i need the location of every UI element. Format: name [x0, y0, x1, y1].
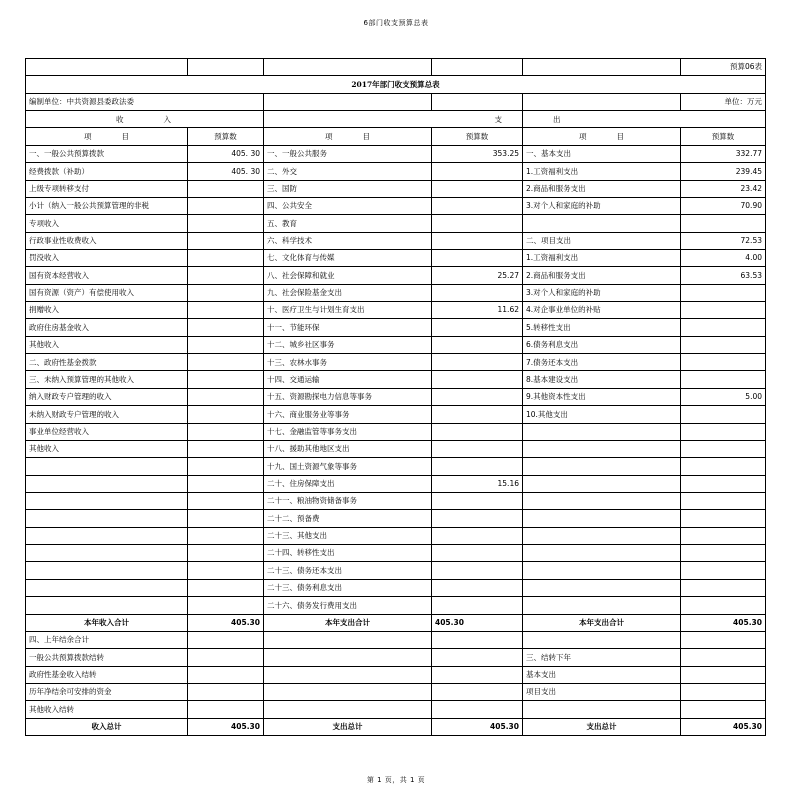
income-item: 国有资本经营收入	[26, 267, 188, 284]
income-budget	[188, 475, 264, 492]
expense-economic-budget: 5.00	[681, 388, 766, 405]
unit-label: 编制单位：中共资源县委政法委	[26, 93, 264, 110]
income-item: 纳入财政专户管理的收入	[26, 388, 188, 405]
table-row	[26, 527, 766, 544]
column-header-row	[26, 128, 766, 145]
income-budget	[188, 371, 264, 388]
expense-function-item: 一、一般公共服务	[264, 145, 432, 162]
expense-function-item: 十三、农林水事务	[264, 354, 432, 371]
expense-economic-item	[523, 475, 681, 492]
expense-economic-budget: 4.00	[681, 249, 766, 266]
carry-row	[26, 701, 766, 718]
income-budget	[188, 249, 264, 266]
expense-economic-budget	[681, 527, 766, 544]
expense-function-budget	[432, 423, 523, 440]
expense-function-budget	[432, 562, 523, 579]
expense-economic-item	[523, 423, 681, 440]
table-row	[26, 145, 766, 162]
expense-function-budget	[432, 336, 523, 353]
expense-economic-budget	[681, 284, 766, 301]
grand-income-label: 收入总计	[26, 718, 188, 735]
table-row	[26, 180, 766, 197]
expense-economic-item	[523, 458, 681, 475]
expense-economic-budget	[681, 406, 766, 423]
carry-next-year-label: 三、结转下年	[523, 649, 681, 666]
expense-economic-budget: 70.90	[681, 197, 766, 214]
expense-economic-item: 1.工资福利支出	[523, 163, 681, 180]
expense-total-value: 405.30	[432, 614, 523, 631]
table-row	[26, 336, 766, 353]
col-header-item: 项 目	[264, 128, 432, 145]
title-row	[26, 76, 766, 93]
expense-economic-budget	[681, 492, 766, 509]
income-item: 罚没收入	[26, 249, 188, 266]
expense-function-item: 十八、援助其他地区支出	[264, 440, 432, 457]
income-item: 二、政府性基金拨款	[26, 354, 188, 371]
expense-function-budget	[432, 319, 523, 336]
grand-expense-label-2: 支出总计	[523, 718, 681, 735]
income-budget	[188, 180, 264, 197]
income-item: 行政事业性收费收入	[26, 232, 188, 249]
table-row	[26, 319, 766, 336]
expense-function-budget	[432, 232, 523, 249]
income-item	[26, 562, 188, 579]
expense-function-item: 十、医疗卫生与计划生育支出	[264, 302, 432, 319]
expense-economic-item: 9.其他资本性支出	[523, 388, 681, 405]
income-item	[26, 527, 188, 544]
table-row	[26, 371, 766, 388]
expense-economic-budget	[681, 336, 766, 353]
col-header-budget: 预算数	[188, 128, 264, 145]
income-item	[26, 510, 188, 527]
income-item	[26, 475, 188, 492]
expense-function-item: 九、社会保险基金支出	[264, 284, 432, 301]
income-item: 小计（纳入一般公共预算管理的非税	[26, 197, 188, 214]
expense-economic-item: 3.对个人和家庭的补助	[523, 197, 681, 214]
income-budget	[188, 597, 264, 614]
income-item: 经费拨款（补助）	[26, 163, 188, 180]
income-item	[26, 579, 188, 596]
general-balance-label: 一般公共预算拨款结转	[26, 649, 188, 666]
expense-function-item: 二十三、其他支出	[264, 527, 432, 544]
income-budget	[188, 527, 264, 544]
income-budget	[188, 319, 264, 336]
expense-economic-item	[523, 492, 681, 509]
income-budget	[188, 545, 264, 562]
expense-function-item: 二、外交	[264, 163, 432, 180]
income-item: 专项收入	[26, 215, 188, 232]
expense-function-budget	[432, 406, 523, 423]
table-row	[26, 302, 766, 319]
table-row	[26, 579, 766, 596]
income-item: 三、未纳入预算管理的其他收入	[26, 371, 188, 388]
expense-function-item: 十一、节能环保	[264, 319, 432, 336]
table-row	[26, 562, 766, 579]
income-budget: 405. 30	[188, 145, 264, 162]
expense-economic-budget	[681, 475, 766, 492]
table-row	[26, 545, 766, 562]
income-total-value: 405.30	[188, 614, 264, 631]
carry-row	[26, 631, 766, 648]
income-budget	[188, 510, 264, 527]
expense-function-item: 四、公共安全	[264, 197, 432, 214]
table-row	[26, 354, 766, 371]
expense-function-item: 八、社会保障和就业	[264, 267, 432, 284]
col-header-budget: 预算数	[681, 128, 766, 145]
expense-economic-budget: 72.53	[681, 232, 766, 249]
carry-row	[26, 666, 766, 683]
expense-function-budget	[432, 197, 523, 214]
expense-function-budget	[432, 284, 523, 301]
income-item: 一、一般公共预算拨款	[26, 145, 188, 162]
table-row	[26, 215, 766, 232]
table-row	[26, 284, 766, 301]
carry-row	[26, 649, 766, 666]
table-row	[26, 458, 766, 475]
table-row	[26, 163, 766, 180]
expense-function-item: 七、文化体育与传媒	[264, 249, 432, 266]
expense-economic-budget	[681, 579, 766, 596]
expense-economic-budget	[681, 545, 766, 562]
table-row	[26, 492, 766, 509]
net-balance-label: 历年净结余可安排的资金	[26, 683, 188, 700]
expense-function-item: 十九、国土资源气象等事务	[264, 458, 432, 475]
expense-function-item: 二十三、债务还本支出	[264, 562, 432, 579]
income-budget	[188, 423, 264, 440]
expense-function-budget	[432, 510, 523, 527]
income-item: 未纳入财政专户管理的收入	[26, 406, 188, 423]
expense-function-item: 十二、城乡社区事务	[264, 336, 432, 353]
expense-economic-item	[523, 579, 681, 596]
expense-economic-item: 二、项目支出	[523, 232, 681, 249]
expense-economic-budget	[681, 302, 766, 319]
table-row	[26, 406, 766, 423]
expense-function-budget	[432, 249, 523, 266]
expense-economic-budget	[681, 458, 766, 475]
table-row	[26, 423, 766, 440]
expense-function-budget	[432, 597, 523, 614]
expense-economic-item: 一、基本支出	[523, 145, 681, 162]
income-budget	[188, 284, 264, 301]
income-budget	[188, 458, 264, 475]
expense-economic-item: 8.基本建设支出	[523, 371, 681, 388]
expense-economic-budget: 239.45	[681, 163, 766, 180]
carry-row	[26, 683, 766, 700]
expense-function-item: 五、教育	[264, 215, 432, 232]
expense-economic-item	[523, 510, 681, 527]
expense-economic-item: 4.对企事业单位的补贴	[523, 302, 681, 319]
income-budget: 405. 30	[188, 163, 264, 180]
table-row	[26, 232, 766, 249]
expense-economic-item: 1.工资福利支出	[523, 249, 681, 266]
grand-expense-label: 支出总计	[264, 718, 432, 735]
unit-row	[26, 93, 766, 110]
expense-economic-budget: 332.77	[681, 145, 766, 162]
expense-function-item: 三、国防	[264, 180, 432, 197]
other-balance-label: 其他收入结转	[26, 701, 188, 718]
form-code-row	[26, 59, 766, 76]
income-budget	[188, 302, 264, 319]
expense-function-item: 十四、交通运输	[264, 371, 432, 388]
budget-table	[25, 58, 766, 736]
income-section-header: 收 入	[26, 111, 264, 128]
table-row	[26, 510, 766, 527]
currency-label: 单位：万元	[681, 93, 766, 110]
income-budget	[188, 267, 264, 284]
income-total-label: 本年收入合计	[26, 614, 188, 631]
income-item: 国有资源（资产）有偿使用收入	[26, 284, 188, 301]
income-item	[26, 492, 188, 509]
expense-economic-item: 5.转移性支出	[523, 319, 681, 336]
expense-total-label: 本年支出合计	[264, 614, 432, 631]
table-title: 2017年部门收支预算总表	[26, 76, 766, 93]
income-item: 上级专项转移支付	[26, 180, 188, 197]
expense-function-item: 二十六、债务发行费用支出	[264, 597, 432, 614]
expense-economic-budget	[681, 215, 766, 232]
income-budget	[188, 440, 264, 457]
income-item: 政府住房基金收入	[26, 319, 188, 336]
section-header-row	[26, 111, 766, 128]
expense-economic-item: 10.其他支出	[523, 406, 681, 423]
col-header-item: 项 目	[26, 128, 188, 145]
expense-function-budget	[432, 492, 523, 509]
expense-function-budget	[432, 180, 523, 197]
expense-economic-item	[523, 527, 681, 544]
income-budget	[188, 197, 264, 214]
last-year-balance-label: 四、上年结余合计	[26, 631, 188, 648]
expense-function-budget	[432, 527, 523, 544]
form-code: 预算06表	[681, 59, 766, 76]
grand-total-row	[26, 718, 766, 735]
expense-economic-item	[523, 545, 681, 562]
income-budget	[188, 215, 264, 232]
income-budget	[188, 406, 264, 423]
income-budget	[188, 562, 264, 579]
table-row	[26, 388, 766, 405]
expense-function-item: 十七、金融监管等事务支出	[264, 423, 432, 440]
expense-function-budget	[432, 440, 523, 457]
expense-economic-budget	[681, 440, 766, 457]
col-header-item: 项 目	[523, 128, 681, 145]
expense-economic-item: 2.商品和服务支出	[523, 180, 681, 197]
income-budget	[188, 232, 264, 249]
fund-balance-label: 政府性基金收入结转	[26, 666, 188, 683]
expense-section-header-right: 出	[523, 111, 766, 128]
table-row	[26, 197, 766, 214]
expense-economic-budget	[681, 423, 766, 440]
expense-function-item: 十五、资源勘探电力信息等事务	[264, 388, 432, 405]
document-header: 6部门收支预算总表	[363, 19, 429, 27]
expense-economic-item	[523, 597, 681, 614]
income-item	[26, 597, 188, 614]
expense-function-item: 六、科学技术	[264, 232, 432, 249]
grand-expense-value: 405.30	[432, 718, 523, 735]
grand-expense-value-2: 405.30	[681, 718, 766, 735]
income-budget	[188, 354, 264, 371]
expense-function-budget	[432, 215, 523, 232]
expense-function-budget	[432, 371, 523, 388]
table-row	[26, 267, 766, 284]
expense-function-item: 二十、住房保障支出	[264, 475, 432, 492]
income-budget	[188, 492, 264, 509]
income-item	[26, 458, 188, 475]
income-item: 其他收入	[26, 440, 188, 457]
expense-economic-budget	[681, 354, 766, 371]
expense-total-value-2: 405.30	[681, 614, 766, 631]
expense-economic-item: 2.商品和服务支出	[523, 267, 681, 284]
income-budget	[188, 388, 264, 405]
expense-function-budget: 353.25	[432, 145, 523, 162]
expense-function-budget	[432, 545, 523, 562]
expense-economic-item	[523, 215, 681, 232]
table-row	[26, 475, 766, 492]
income-item: 捐赠收入	[26, 302, 188, 319]
expense-economic-budget	[681, 562, 766, 579]
expense-section-header-left: 支	[264, 111, 523, 128]
income-budget	[188, 579, 264, 596]
expense-function-budget	[432, 458, 523, 475]
expense-function-budget	[432, 354, 523, 371]
income-item: 事业单位经营收入	[26, 423, 188, 440]
expense-function-item: 二十四、转移性支出	[264, 545, 432, 562]
income-item: 其他收入	[26, 336, 188, 353]
income-budget	[188, 336, 264, 353]
expense-function-budget	[432, 388, 523, 405]
expense-function-budget: 25.27	[432, 267, 523, 284]
expense-total-label-2: 本年支出合计	[523, 614, 681, 631]
expense-economic-item: 7.债务还本支出	[523, 354, 681, 371]
project-expense-label: 项目支出	[523, 683, 681, 700]
expense-economic-budget	[681, 319, 766, 336]
table-row	[26, 249, 766, 266]
expense-economic-budget	[681, 371, 766, 388]
grand-income-value: 405.30	[188, 718, 264, 735]
expense-economic-item	[523, 562, 681, 579]
page-footer: 第 1 页，共 1 页	[366, 776, 426, 784]
expense-function-budget	[432, 579, 523, 596]
income-item	[26, 545, 188, 562]
expense-economic-item: 3.对个人和家庭的补助	[523, 284, 681, 301]
expense-function-budget	[432, 163, 523, 180]
expense-function-item: 二十三、债务利息支出	[264, 579, 432, 596]
expense-function-item: 十六、商业服务业等事务	[264, 406, 432, 423]
expense-economic-item: 6.债务利息支出	[523, 336, 681, 353]
table-row	[26, 440, 766, 457]
col-header-budget: 预算数	[432, 128, 523, 145]
basic-expense-label: 基本支出	[523, 666, 681, 683]
expense-function-item: 二十二、预备费	[264, 510, 432, 527]
expense-economic-budget: 23.42	[681, 180, 766, 197]
expense-function-item: 二十一、粮油物资储备事务	[264, 492, 432, 509]
expense-economic-budget	[681, 510, 766, 527]
expense-function-budget: 15.16	[432, 475, 523, 492]
year-total-row	[26, 614, 766, 631]
table-row	[26, 597, 766, 614]
expense-economic-budget	[681, 597, 766, 614]
expense-economic-budget: 63.53	[681, 267, 766, 284]
expense-economic-item	[523, 440, 681, 457]
expense-function-budget: 11.62	[432, 302, 523, 319]
